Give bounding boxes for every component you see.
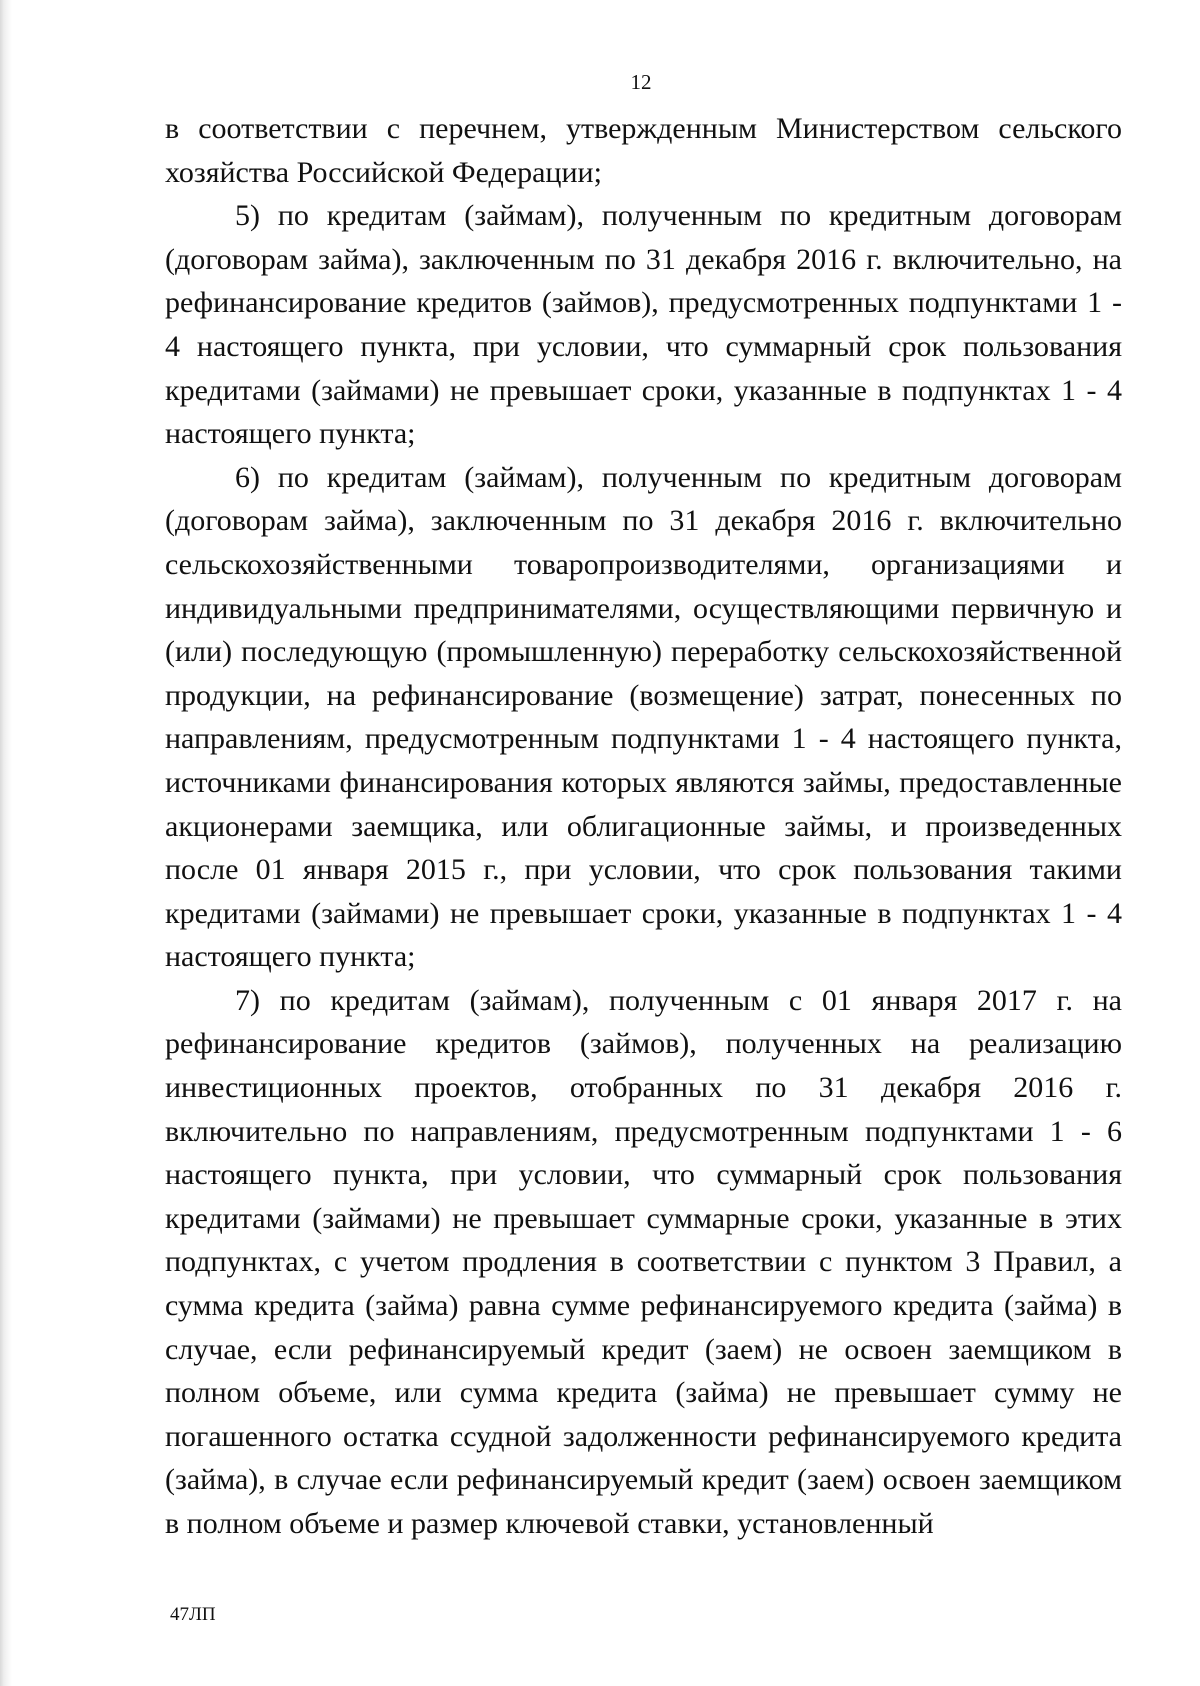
paragraph-item-6: 6) по кредитам (займам), полученным по кредитным договорам (договорам займа), заключенным по 31 декабря 2016 г. включительно сельскохозяйственными товаропроизводителями, организациями и индивидуальными предпринимателями, осуществляющими первичную и (или) последующую (промышленную) переработку сельскохозяйственной продукции, на рефинансирование (возмещение) затрат, понесенных по направлениям, предусмотренным подпунктами 1 - 4 настоящего пункта, источниками финансирования которых являются займы, предоставленные акционерами заемщика, или облигационные займы, и произведенных после 01 января 2015 г., при условии, что срок пользования такими кредитами (займами) не превышает сроки, указанные в подпунктах 1 - 4 настоящего пункта; bbox=[165, 460, 1122, 974]
document-body bbox=[165, 107, 1122, 1546]
paragraph-item-7: 7) по кредитам (займам), полученным с 01 января 2017 г. на рефинансирование кредитов (займов), полученных на реализацию инвестиционных проектов, отобранных по 31 декабря 2016 г. включительно по направлениям, предусмотренным подпунктами 1 - 6 настоящего пункта, при условии, что суммарный срок пользования кредитами (займами) не превышает суммарные сроки, указанные в этих подпунктах, с учетом продления в соответствии с пунктом 3 Правил, а сумма кредита (займа) равна сумме рефинансируемого кредита (займа) в случае, если рефинансируемый кредит (заем) не освоен заемщиком в полном объеме, или сумма кредита (займа) не превышает сумму не погашенного остатка ссудной задолженности рефинансируемого кредита (займа), в случае если рефинансируемый кредит (заем) освоен заемщиком в полном объеме и размер ключевой ставки, установленный bbox=[165, 983, 1122, 1540]
paragraph-continuation: в соответствии с перечнем, утвержденным Министерством сельского хозяйства Российской Федерации; bbox=[165, 112, 1122, 189]
document-code: 47ЛП bbox=[170, 1604, 216, 1625]
paragraph-item-5: 5) по кредитам (займам), полученным по кредитным договорам (договорам займа), заключенным по 31 декабря 2016 г. включительно, на рефинансирование кредитов (займов), предусмотренных подпунктами 1 - 4 настоящего пункта, при условии, что суммарный срок пользования кредитами (займами) не превышает сроки, указанные в подпунктах 1 - 4 настоящего пункта; bbox=[165, 199, 1122, 451]
scan-edge bbox=[0, 0, 12, 1686]
page-number: 12 bbox=[630, 70, 652, 94]
